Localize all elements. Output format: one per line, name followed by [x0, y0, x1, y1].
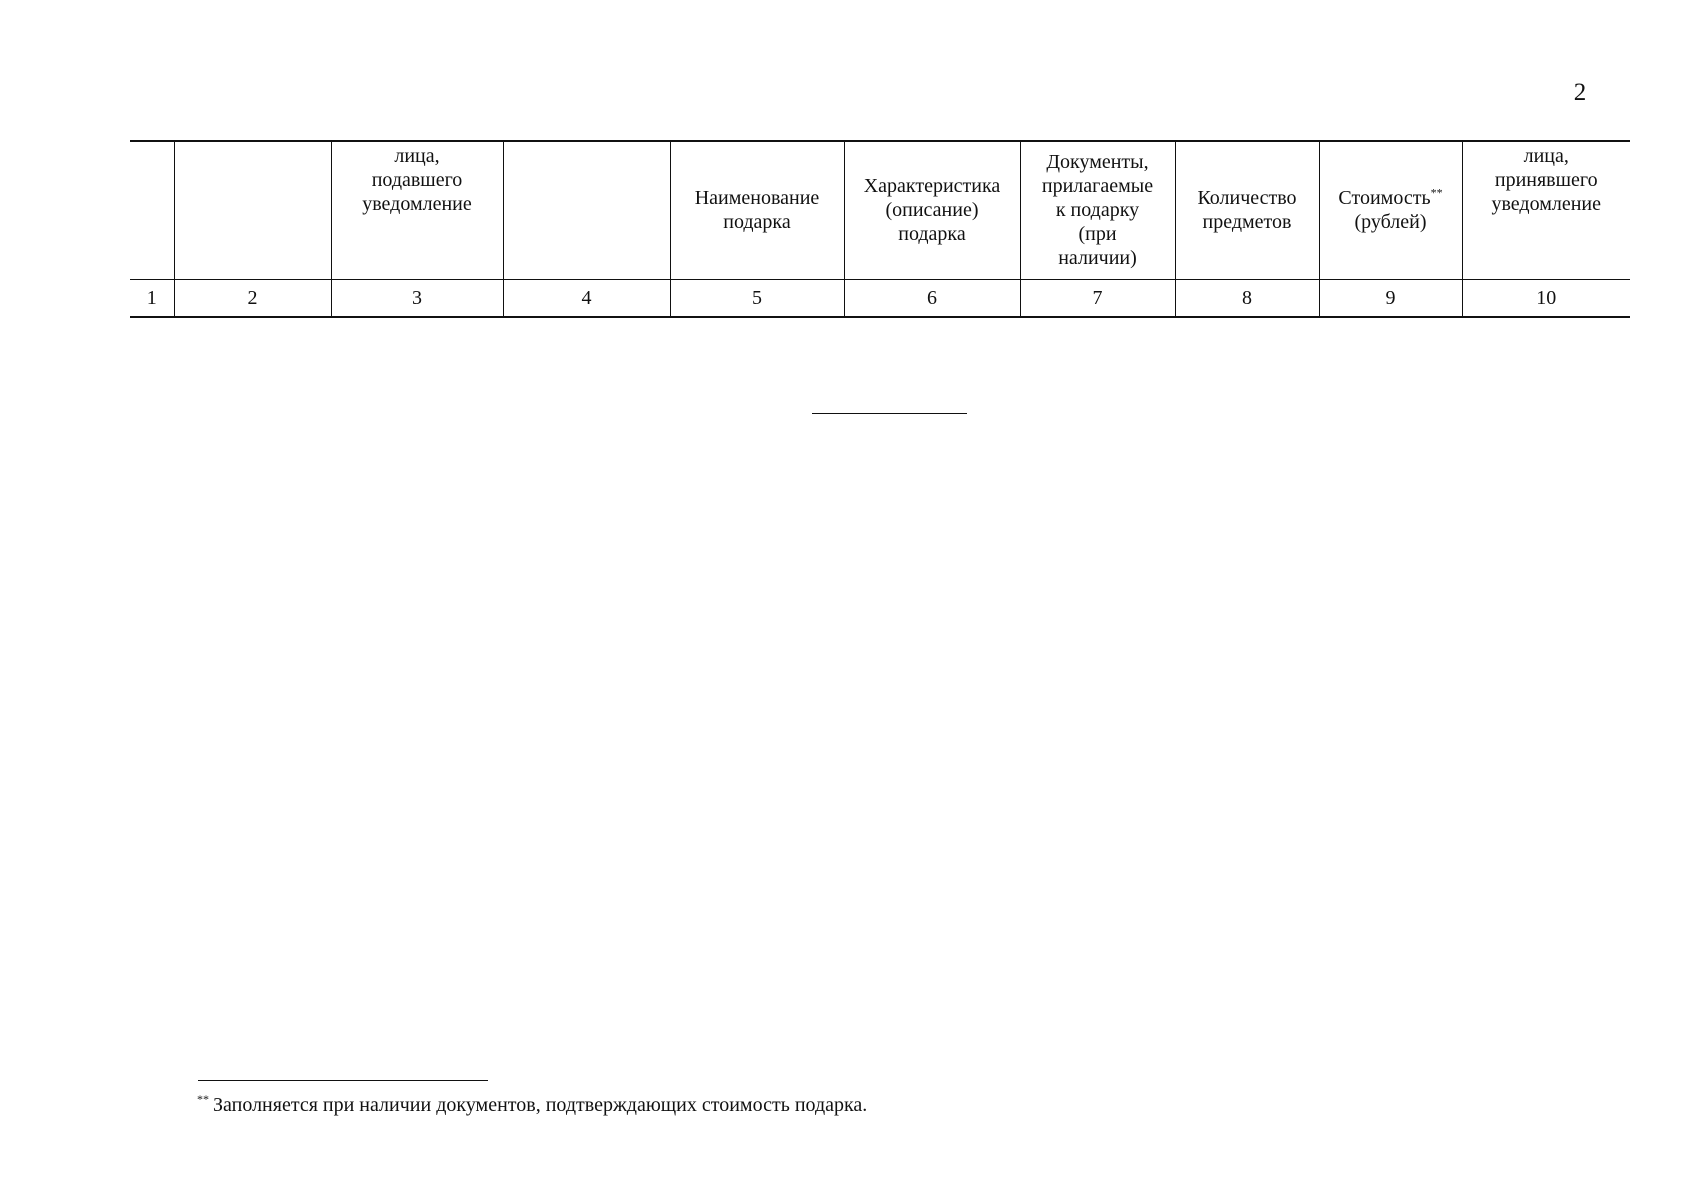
column-number: 5	[670, 279, 844, 317]
header-line: подавшего	[371, 169, 463, 191]
gift-registry-table	[130, 140, 1630, 318]
header-line: уведомление	[362, 193, 472, 215]
header-line: (при	[1078, 223, 1117, 246]
header-cell-2	[174, 141, 331, 279]
header-line: предметов	[1202, 211, 1292, 234]
column-number-row	[130, 279, 1630, 317]
header-cell-1	[130, 141, 174, 279]
header-line: Характеристика	[863, 175, 1001, 198]
header-line: Наименование	[694, 187, 820, 210]
column-number: 10	[1462, 279, 1630, 317]
header-line: прилагаемые	[1041, 175, 1154, 198]
header-cell-5	[670, 141, 844, 279]
header-line: наличии)	[1058, 247, 1137, 270]
header-line: принявшего	[1494, 169, 1598, 191]
column-number: 4	[503, 279, 670, 317]
footnote-mark: **	[197, 1092, 209, 1107]
header-line: подарка	[898, 223, 966, 246]
header-cell-10	[1462, 141, 1630, 279]
column-number: 9	[1319, 279, 1462, 317]
header-line: (рублей)	[1354, 211, 1427, 234]
header-line: уведомление	[1491, 193, 1602, 215]
column-number: 1	[130, 279, 174, 317]
footnote-divider	[198, 1080, 488, 1081]
footnote-reference-mark: **	[1430, 185, 1443, 200]
header-cell-8	[1175, 141, 1319, 279]
footnote	[197, 1093, 1297, 1117]
column-number: 2	[174, 279, 331, 317]
table-header-row	[130, 141, 1630, 279]
header-cell-7	[1020, 141, 1175, 279]
page-number: 2	[1573, 79, 1587, 106]
header-line: Количество	[1197, 187, 1297, 210]
column-number: 8	[1175, 279, 1319, 317]
header-line: Документы,	[1046, 151, 1149, 174]
header-line: лица,	[394, 145, 440, 167]
column-number: 3	[331, 279, 503, 317]
header-cell-4	[503, 141, 670, 279]
header-line: лица,	[1523, 145, 1569, 167]
header-cell-3	[331, 141, 503, 279]
column-number: 7	[1020, 279, 1175, 317]
header-line: (описание)	[885, 199, 979, 222]
header-line: к подарку	[1055, 199, 1140, 222]
header-text: Стоимость	[1338, 187, 1431, 210]
column-number: 6	[844, 279, 1020, 317]
header-line: подарка	[723, 211, 791, 234]
footnote-text: Заполняется при наличии документов, подтверждающих стоимость подарка.	[213, 1094, 868, 1116]
header-cell-9	[1319, 141, 1462, 279]
section-end-divider	[812, 413, 967, 414]
header-cell-6	[844, 141, 1020, 279]
header-line	[1324, 186, 1458, 210]
